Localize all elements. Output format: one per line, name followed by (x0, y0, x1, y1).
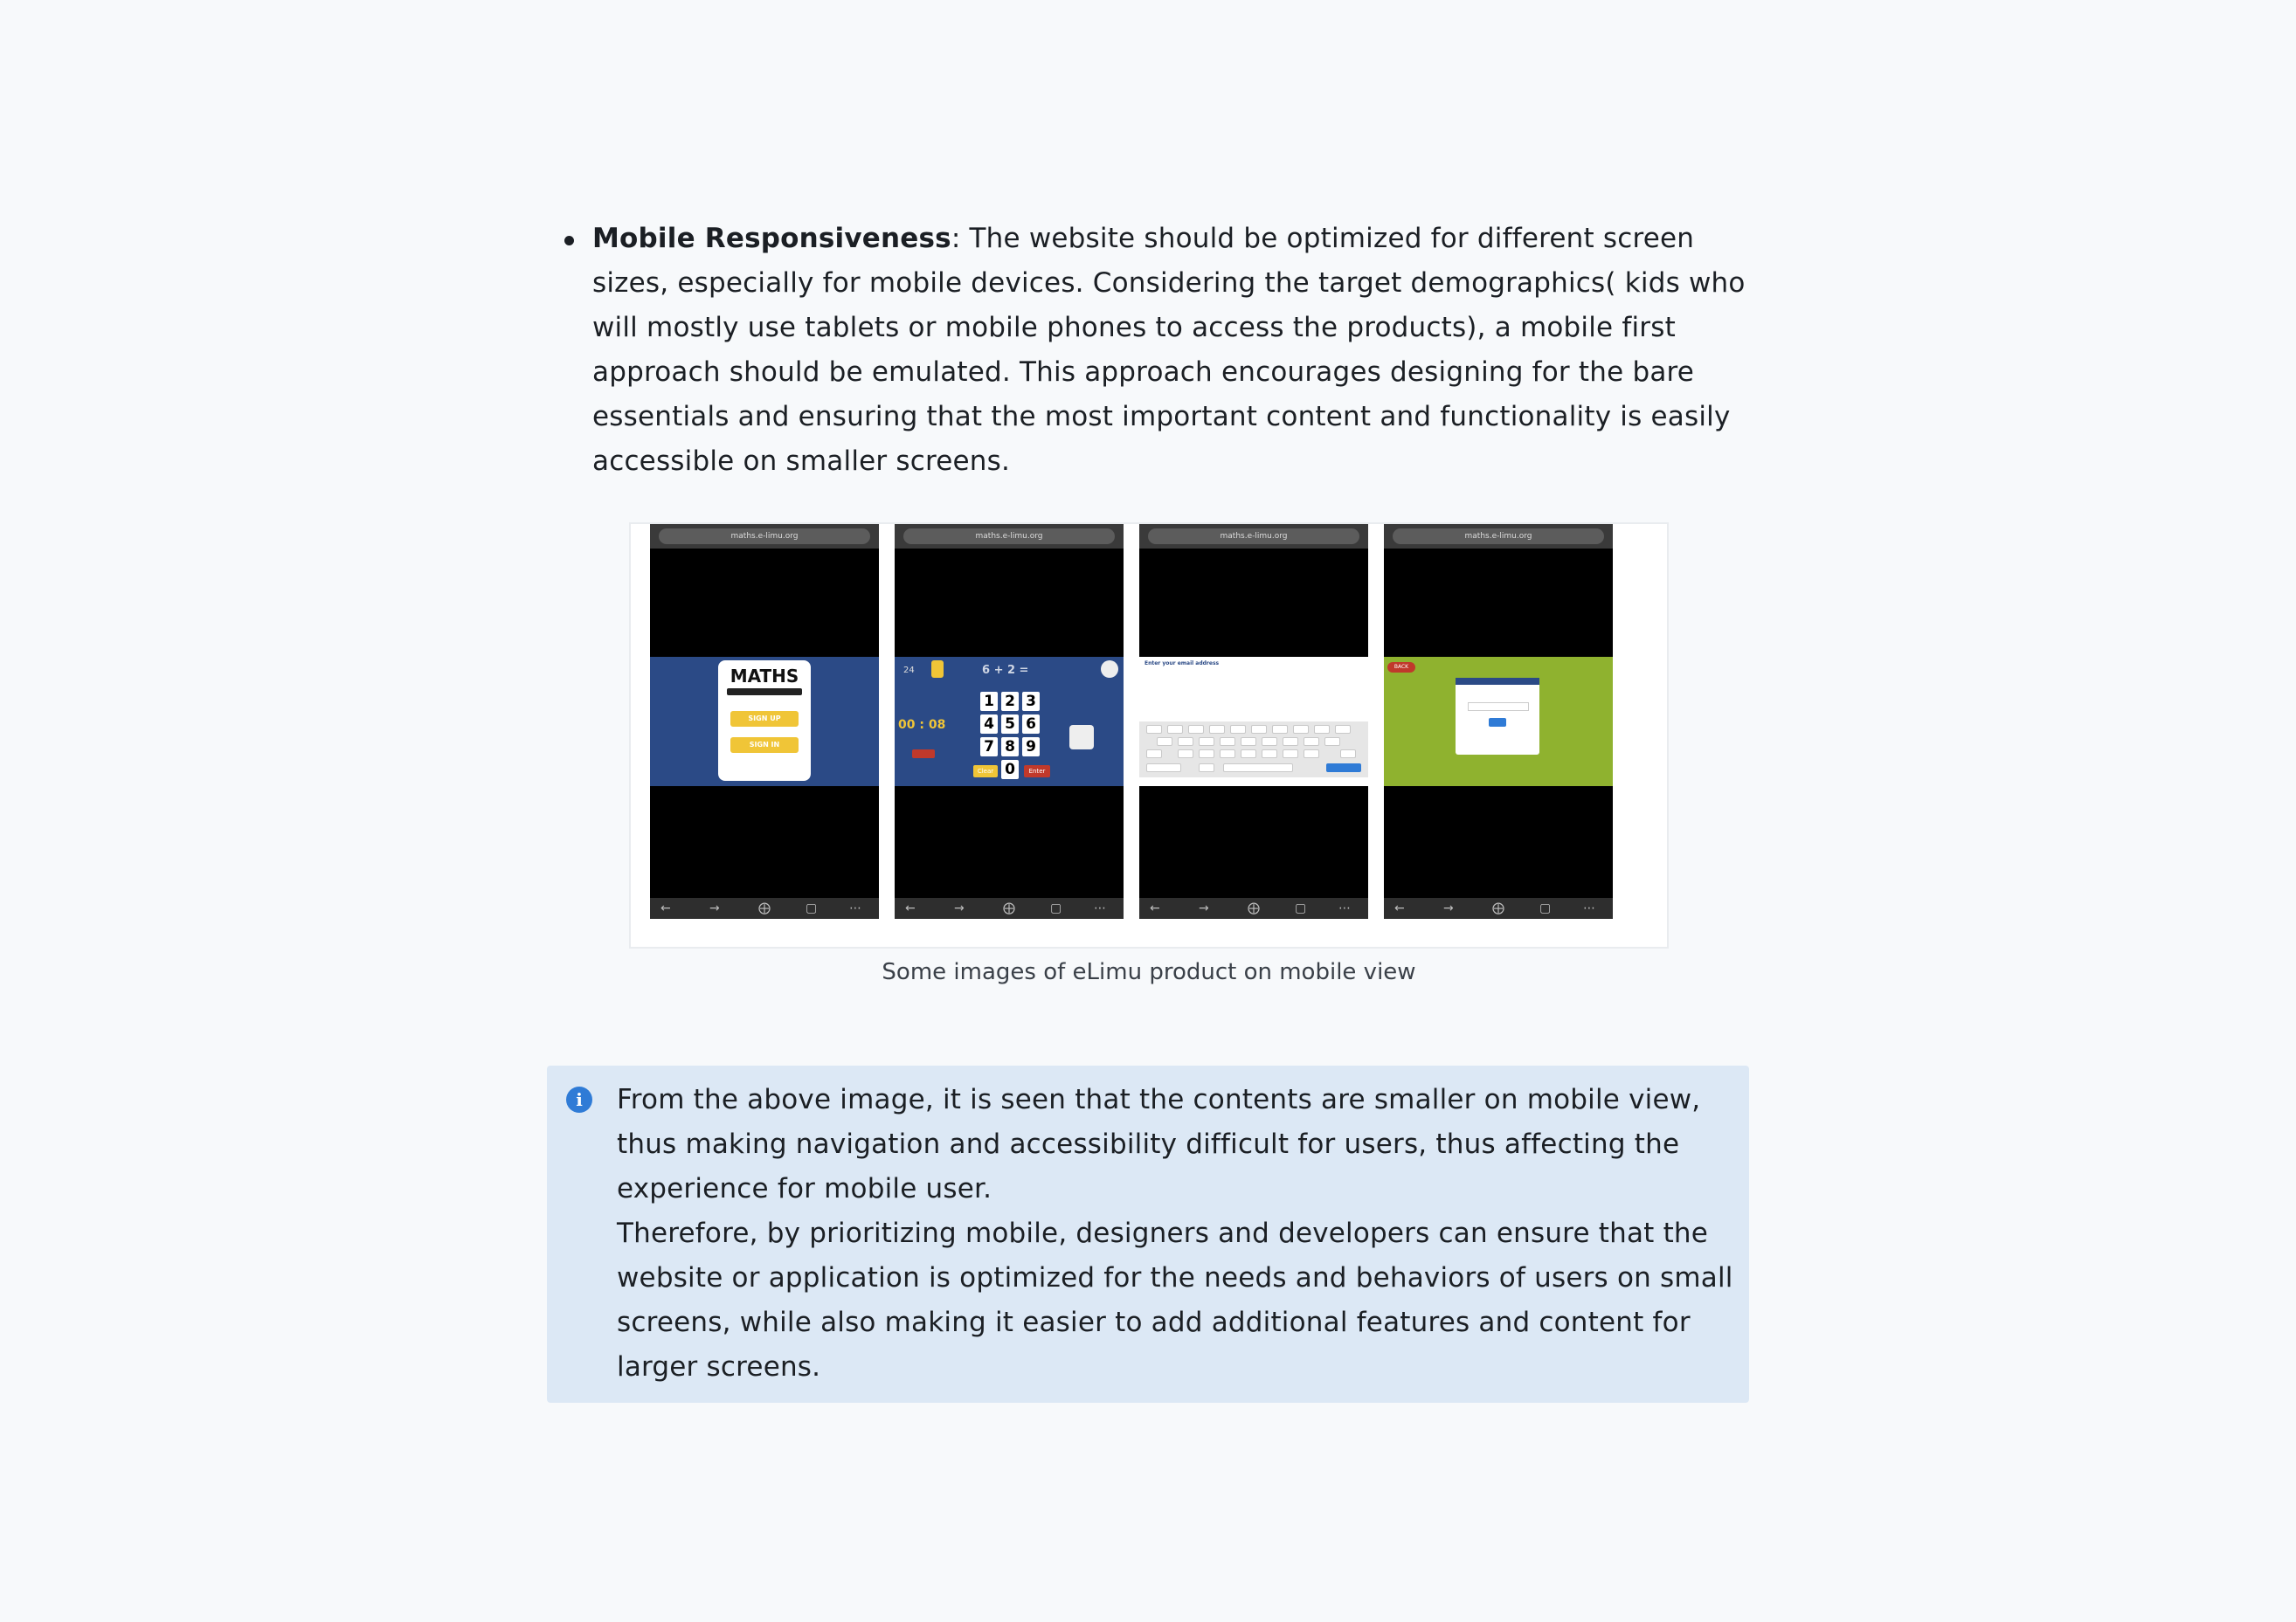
game-screen: 24 6 + 2 = 00 : 08 1 2 3 4 5 6 7 8 9 0 Clear Enter (895, 657, 1124, 786)
timer: 00 : 08 (898, 718, 946, 732)
dialog-card (1456, 678, 1539, 755)
bullet-dot (564, 236, 574, 245)
keyboard (1139, 721, 1368, 777)
email-screen (1139, 657, 1368, 786)
info-text (617, 1078, 1735, 1390)
browser-nav-bar: ← → ⨁ ▢ ⋯ (650, 898, 879, 919)
bullet-paragraph (592, 217, 1746, 484)
sign-up-button: SIGN UP (730, 711, 799, 727)
coin-icon (931, 660, 944, 678)
url-bar: maths.e-limu.org (1148, 528, 1359, 544)
bullet-body: : The website should be optimized for different screen sizes, especially for mobile devices. Considering the target demographics( kids who will mostly use tablets or mobile phones to access the products), a mobile first approach should be emulated. This approach encourages designing for the bare essentials and ensuring that the most important content and functionality is easily accessible on smaller screens. (592, 223, 1746, 477)
clear-button: Clear (973, 765, 998, 777)
bullet-title: Mobile Responsiveness (592, 223, 951, 254)
phone-screenshot-email (1139, 524, 1368, 919)
figure-caption: Some images of eLimu product on mobile view (882, 959, 1416, 985)
browser-nav-bar: ← → ⨁ ▢ ⋯ (1139, 898, 1368, 919)
phone-screenshot-dialog (1384, 524, 1613, 919)
email-prompt: Enter your email address (1145, 660, 1220, 666)
phone-screenshot-signin (650, 524, 879, 919)
signin-screen (650, 657, 879, 786)
enter-button: Enter (1024, 765, 1050, 777)
bullet-item-mobile-responsiveness (549, 217, 1746, 484)
browser-nav-bar: ← → ⨁ ▢ ⋯ (1384, 898, 1613, 919)
maths-logo: MATHS (730, 666, 799, 687)
info-callout (547, 1066, 1749, 1403)
url-bar: maths.e-limu.org (1393, 528, 1604, 544)
browser-nav-bar: ← → ⨁ ▢ ⋯ (895, 898, 1124, 919)
url-bar: maths.e-limu.org (659, 528, 870, 544)
info-icon: i (566, 1087, 592, 1113)
info-paragraph-2: Therefore, by prioritizing mobile, designers and developers can ensure that the website or application is optimized for the needs and behaviors of users on small screens, while also making it easier to add additional features and content for larger screens. (617, 1218, 1733, 1383)
url-bar: maths.e-limu.org (903, 528, 1115, 544)
score: 24 (903, 666, 915, 675)
phone-screenshot-game (895, 524, 1124, 919)
figure-mobile-screenshots (629, 522, 1669, 949)
sign-in-button: SIGN IN (730, 737, 799, 753)
info-paragraph-1: From the above image, it is seen that the contents are smaller on mobile view, thus making navigation and accessibility difficult for users, thus affecting the experience for mobile user. (617, 1084, 1701, 1204)
back-badge: BACK (1387, 662, 1415, 673)
avatar (1101, 660, 1118, 678)
signin-card (718, 660, 811, 781)
question: 6 + 2 = (982, 664, 1029, 677)
dialog-screen (1384, 657, 1613, 786)
